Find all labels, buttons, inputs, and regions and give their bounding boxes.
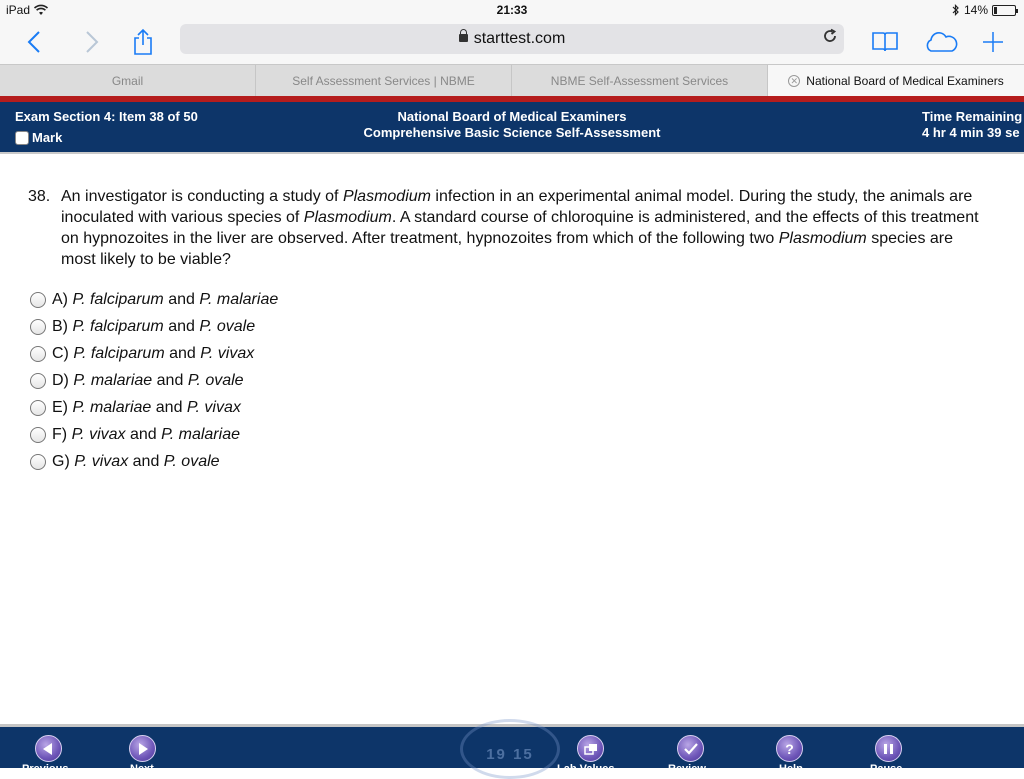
url-text: starttest.com bbox=[473, 30, 566, 47]
tab-gmail[interactable]: Gmail bbox=[0, 65, 256, 97]
checkmark-icon bbox=[684, 743, 698, 755]
pause-icon bbox=[884, 744, 893, 754]
answer-option-f[interactable]: F) P. vivax and P. malariae bbox=[30, 421, 278, 448]
item-counter: Exam Section 4: Item 38 of 50 bbox=[15, 109, 198, 124]
back-button[interactable] bbox=[22, 20, 46, 64]
bookmarks-button[interactable] bbox=[870, 20, 900, 64]
tab-nbme-self-assessment[interactable]: NBME Self-Assessment Services bbox=[512, 65, 768, 97]
cloud-icon bbox=[923, 31, 959, 53]
help-button[interactable] bbox=[776, 735, 803, 762]
battery-icon bbox=[992, 5, 1016, 16]
radio-button[interactable] bbox=[30, 319, 46, 335]
reload-button[interactable] bbox=[822, 28, 838, 49]
radio-button[interactable] bbox=[30, 346, 46, 362]
radio-button[interactable] bbox=[30, 454, 46, 470]
tab-self-assessment-services[interactable]: Self Assessment Services | NBME bbox=[256, 65, 512, 97]
review-label: Review bbox=[668, 763, 706, 775]
radio-button[interactable] bbox=[30, 400, 46, 416]
radio-button[interactable] bbox=[30, 292, 46, 308]
forward-button[interactable] bbox=[80, 20, 104, 64]
answer-option-c[interactable]: C) P. falciparum and P. vivax bbox=[30, 340, 278, 367]
tab-nbme-active[interactable]: ✕ National Board of Medical Examiners bbox=[768, 65, 1024, 97]
help-label: Help bbox=[779, 763, 803, 775]
lab-values-label: Lab Values bbox=[557, 763, 615, 775]
radio-button[interactable] bbox=[30, 373, 46, 389]
nbme-seal-logo: 19 15 bbox=[460, 719, 560, 779]
bottom-navigation bbox=[0, 727, 1024, 775]
cloud-tabs-button[interactable] bbox=[922, 20, 960, 64]
status-bar bbox=[0, 0, 1024, 20]
time-remaining-label: Time Remaining bbox=[922, 109, 1023, 124]
lab-values-button[interactable] bbox=[577, 735, 604, 762]
pause-label: Pause bbox=[870, 763, 903, 775]
book-icon bbox=[871, 31, 899, 53]
chevron-right-icon bbox=[85, 30, 99, 54]
answer-options bbox=[30, 286, 278, 475]
battery-percent: 14% bbox=[963, 3, 988, 17]
divider bbox=[0, 152, 1024, 154]
question-mark-icon: ? bbox=[785, 740, 794, 757]
radio-button[interactable] bbox=[30, 427, 46, 443]
bluetooth-icon bbox=[952, 4, 960, 16]
arrow-left-icon bbox=[43, 743, 52, 755]
time-remaining-value: 4 hr 4 min 39 se bbox=[922, 125, 1020, 140]
share-button[interactable] bbox=[130, 20, 156, 64]
lock-icon bbox=[459, 34, 468, 42]
clock: 21:33 bbox=[496, 3, 528, 17]
org-name: National Board of Medical Examiners bbox=[397, 109, 627, 124]
reload-icon bbox=[822, 28, 838, 44]
review-button[interactable] bbox=[677, 735, 704, 762]
previous-button[interactable] bbox=[35, 735, 62, 762]
answer-option-a[interactable]: A) P. falciparum and P. malariae bbox=[30, 286, 278, 313]
battery-level bbox=[994, 7, 997, 14]
chevron-left-icon bbox=[27, 30, 41, 54]
arrow-right-icon bbox=[139, 743, 148, 755]
next-label: Next bbox=[130, 763, 154, 775]
mark-label: Mark bbox=[32, 130, 63, 145]
device-name: iPad bbox=[6, 3, 31, 17]
pause-button[interactable] bbox=[875, 735, 902, 762]
question-text: An investigator is conducting a study of Plasmodium infection in an experimental animal model. During the study, the animals are inoculated with various species of Plasmodium. A standard course of chloroquine is administered, and the effects of this treatment on hypnozoites in the liver are observed. After treatment, hypnozoites from which of the following two Plasmodium species are most likely to be viable? bbox=[61, 188, 979, 268]
answer-option-b[interactable]: B) P. falciparum and P. ovale bbox=[30, 313, 278, 340]
address-bar[interactable] bbox=[180, 24, 844, 54]
exam-header bbox=[0, 102, 1024, 152]
next-button[interactable] bbox=[129, 735, 156, 762]
close-tab-icon[interactable]: ✕ bbox=[788, 75, 800, 87]
lab-values-icon bbox=[584, 743, 598, 755]
answer-option-d[interactable]: D) P. malariae and P. ovale bbox=[30, 367, 278, 394]
answer-option-g[interactable]: G) P. vivax and P. ovale bbox=[30, 448, 278, 475]
question-number: 38. bbox=[28, 188, 51, 205]
answer-option-e[interactable]: E) P. malariae and P. vivax bbox=[30, 394, 278, 421]
share-icon bbox=[132, 28, 154, 56]
previous-label: Previous bbox=[22, 763, 69, 775]
plus-icon bbox=[982, 31, 1004, 53]
browser-tabs bbox=[0, 64, 1024, 96]
new-tab-button[interactable] bbox=[980, 20, 1006, 64]
question-stem bbox=[28, 186, 988, 270]
browser-toolbar bbox=[0, 20, 1024, 64]
exam-name: Comprehensive Basic Science Self-Assessment bbox=[363, 125, 661, 140]
